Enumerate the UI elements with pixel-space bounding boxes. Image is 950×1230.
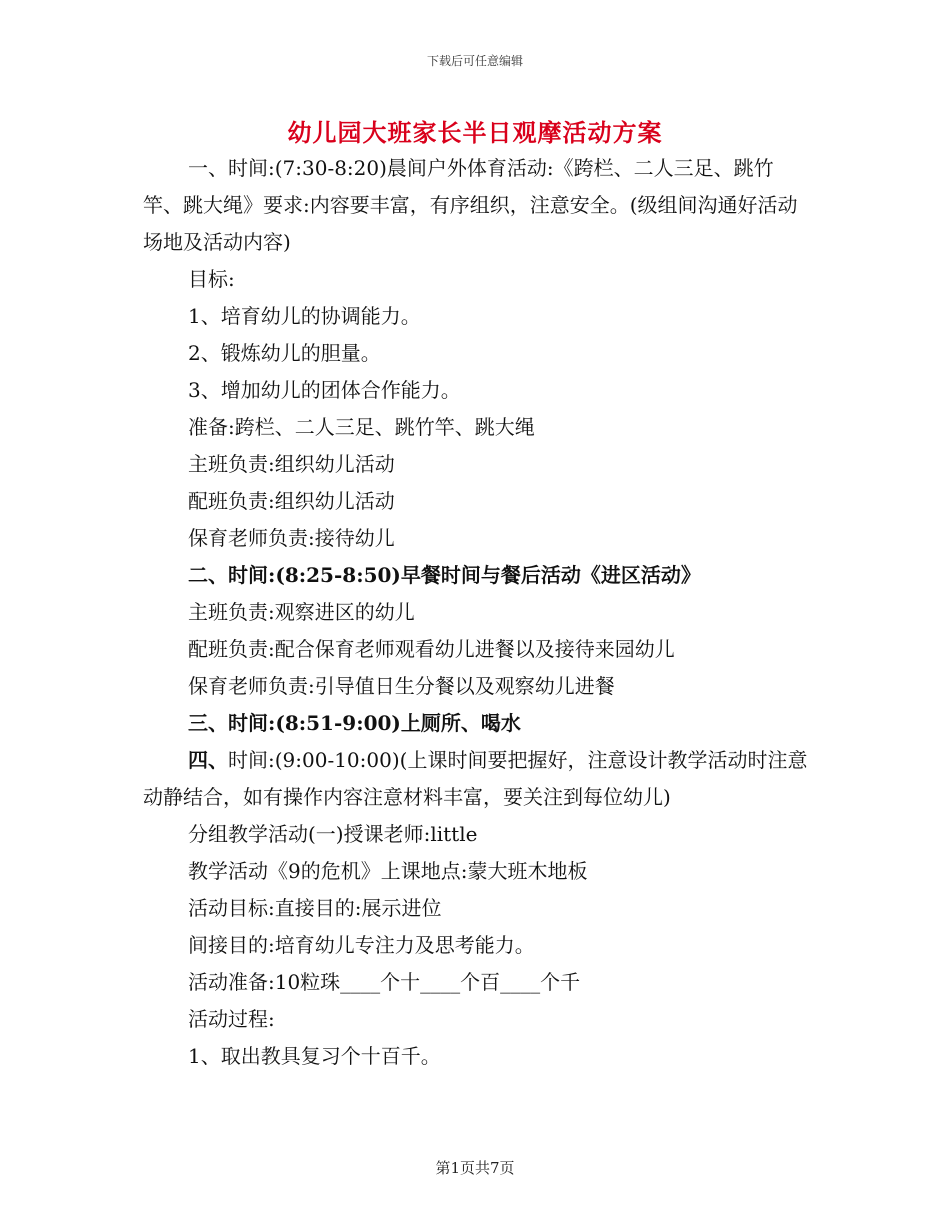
paragraph (143, 631, 809, 668)
paragraph (143, 261, 809, 298)
paragraph-text: 一、时间:(7:30-8:20)晨间户外体育活动:《跨栏、二人三足、跳竹竿、跳大绳》要求:内容要丰富，有序组织，注意安全。(级组间沟通好活动场地及活动内容) (143, 156, 798, 254)
paragraph (143, 853, 809, 890)
paragraph (143, 298, 809, 335)
paragraph-text: 三、时间:(8:51-9:00)上厕所、喝水 (188, 711, 521, 735)
document-body (143, 150, 809, 1075)
paragraph-text: 分组教学活动(一)授课老师:little (188, 822, 478, 846)
paragraph (143, 964, 809, 1001)
paragraph (143, 668, 809, 705)
paragraph (143, 483, 809, 520)
paragraph-text: 活动过程: (188, 1007, 275, 1031)
paragraph (143, 446, 809, 483)
paragraph-text: 活动目标:直接目的:展示进位 (188, 896, 442, 920)
paragraph-text: 时间:(9:00-10:00)(上课时间要把握好，注意设计教学活动时注意动静结合，如有操作内容注意材料丰富，要关注到每位幼儿) (143, 748, 808, 809)
paragraph-text: 目标: (188, 267, 235, 291)
paragraph (143, 1038, 809, 1075)
paragraph (143, 816, 809, 853)
paragraph-text: 保育老师负责:接待幼儿 (188, 526, 395, 550)
paragraph (143, 742, 809, 816)
section-lead: 四、 (188, 748, 228, 772)
paragraph-text: 配班负责:配合保育老师观看幼儿进餐以及接待来园幼儿 (188, 637, 675, 661)
paragraph (143, 409, 809, 446)
paragraph (143, 150, 809, 261)
section-heading (143, 705, 809, 742)
paragraph (143, 594, 809, 631)
paragraph (143, 520, 809, 557)
paragraph (143, 890, 809, 927)
paragraph-text: 间接目的:培育幼儿专注力及思考能力。 (188, 933, 535, 957)
document-title: 幼儿园大班家长半日观摩活动方案 (287, 118, 663, 147)
page-header: 下载后可任意编辑 (426, 54, 523, 68)
paragraph-text: 教学活动《9的危机》上课地点:蒙大班木地板 (188, 859, 588, 883)
paragraph-text: 主班负责:观察进区的幼儿 (188, 600, 415, 624)
section-heading (143, 557, 809, 594)
paragraph-text: 准备:跨栏、二人三足、跳竹竿、跳大绳 (188, 415, 535, 439)
paragraph-text: 2、锻炼幼儿的胆量。 (188, 341, 381, 365)
paragraph-text: 活动准备:10粒珠____个十____个百____个千 (188, 970, 581, 994)
paragraph-text: 主班负责:组织幼儿活动 (188, 452, 395, 476)
page-number: 第1页共7页 (435, 1159, 515, 1177)
paragraph (143, 1001, 809, 1038)
paragraph-text: 保育老师负责:引导值日生分餐以及观察幼儿进餐 (188, 674, 615, 698)
paragraph (143, 927, 809, 964)
paragraph-text: 3、增加幼儿的团体合作能力。 (188, 378, 461, 402)
paragraph-text: 二、时间:(8:25-8:50)早餐时间与餐后活动《进区活动》 (188, 563, 701, 587)
paragraph-text: 1、取出教具复习个十百千。 (188, 1044, 441, 1068)
paragraph (143, 335, 809, 372)
paragraph-text: 1、培育幼儿的协调能力。 (188, 304, 421, 328)
paragraph (143, 372, 809, 409)
paragraph-text: 配班负责:组织幼儿活动 (188, 489, 395, 513)
